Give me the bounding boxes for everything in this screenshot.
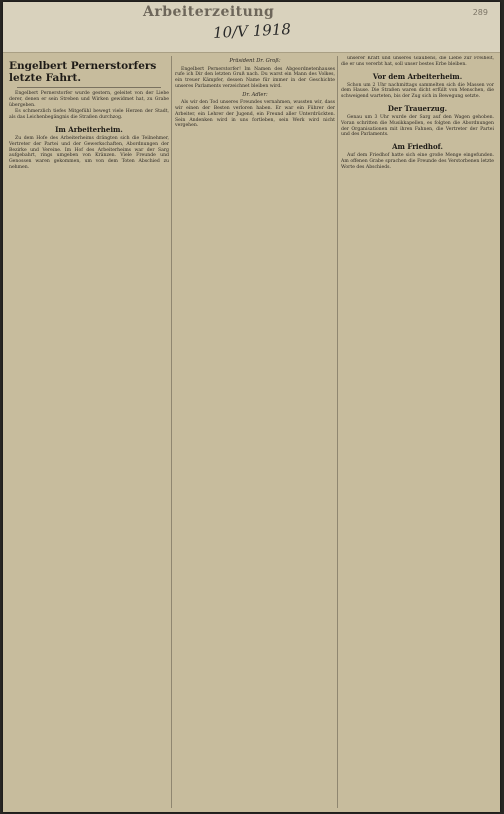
- section-subhead: Im Arbeiterheim.: [55, 124, 123, 134]
- paragraph: Auf dem Friedhof hatte sich eine große Menge eingefunden. Am offenen Grabe sprachen die Freunde des Verstorbenen letzte Worte des Abschieds.: [341, 153, 494, 170]
- paragraph: Zu dem Hofe des Arbeiterheims drängten sich die Teilnehmer, Vertreter der Partei und der Gewerkschaften, Abordnungen der Bezirke und Vereine. Im Hof des Arbeiterheims war der Sarg aufgebahrt, rings umgeben von Kränzen. Viele Freunde und Genossen waren gekommen, um von dem Toten Abschied zu nehmen.: [9, 135, 169, 170]
- section-subhead: Der Trauerzug.: [387, 103, 448, 113]
- left-column: [9, 56, 169, 808]
- newspaper-clipping: [3, 2, 500, 812]
- paragraph: Es schmerzlich tiefes Mitgefühl bewegt viele Herzen der Stadt, als das Leichenbegängnis die Straßen durchzog.: [9, 109, 169, 121]
- handwritten-date: 10/V 1918: [212, 19, 292, 43]
- section-subhead: Vor dem Arbeiterheim.: [372, 71, 463, 81]
- paragraph: Schon um 2 Uhr nachmittags sammelten sich die Massen vor dem Hause. Die Straßen waren dicht erfüllt von Menschen, die schweigend warteten, bis der Zug sich in Bewegung setzte.: [341, 82, 494, 100]
- section-subhead: Am Friedhof.: [392, 142, 443, 152]
- paragraph: Engelbert Pernerstorfer wurde gestern, geleitet von der Liebe derer, denen er sein Streben und Wirken gewidmet hat, zu Grabe übergeben.: [9, 91, 169, 108]
- paragraph: Genau um 3 Uhr wurde der Sarg auf den Wagen gehoben. Voran schritten die Musikkapellen, es folgten die Abordnungen der Organisationen mit ihren Fahnen, die Vertreter der Partei und des Parlaments.: [341, 114, 494, 138]
- archive-number: 289: [472, 8, 488, 17]
- divider: [17, 87, 161, 88]
- middle-column: [175, 56, 335, 808]
- archive-label-strip: [3, 2, 500, 53]
- column-divider: [337, 56, 338, 808]
- column-divider: [171, 56, 172, 808]
- right-column: [341, 56, 494, 808]
- article-headline: Engelbert Pernerstorfers letzte Fahrt.: [9, 60, 157, 84]
- masthead-title: Arbeiterzeitung: [143, 4, 275, 20]
- speaker-byline: Präsident Dr. Groß:: [229, 58, 281, 64]
- speaker-byline: Dr. Adler:: [242, 91, 268, 98]
- paragraph: Als wir den Tod unseres Freundes vernahmen, wussten wir, dass wir einen der Besten verloren haben. Er war ein Führer der Arbeiter, ein Lehrer der Jugend, ein Freund aller Unterdrückten. Sein Andenken wird in uns fortleben, sein Werk wird nicht vergehen.: [175, 100, 335, 129]
- paragraph: Engelbert Pernerstorfer! Im Namen des Abgeordnetenhauses rufe ich Dir den letzten Gruß nach. Du warst ein Mann des Volkes, ein treuer Kämpfer, dessen Name für immer in der Geschichte unseres Parlaments verzeichnet bleiben wird.: [175, 66, 335, 89]
- paragraph: unserer Kraft und unseres Glaubens, die Liebe zur Freiheit, die er uns vererbt hat, soll unser bestes Erbe bleiben.: [341, 56, 494, 67]
